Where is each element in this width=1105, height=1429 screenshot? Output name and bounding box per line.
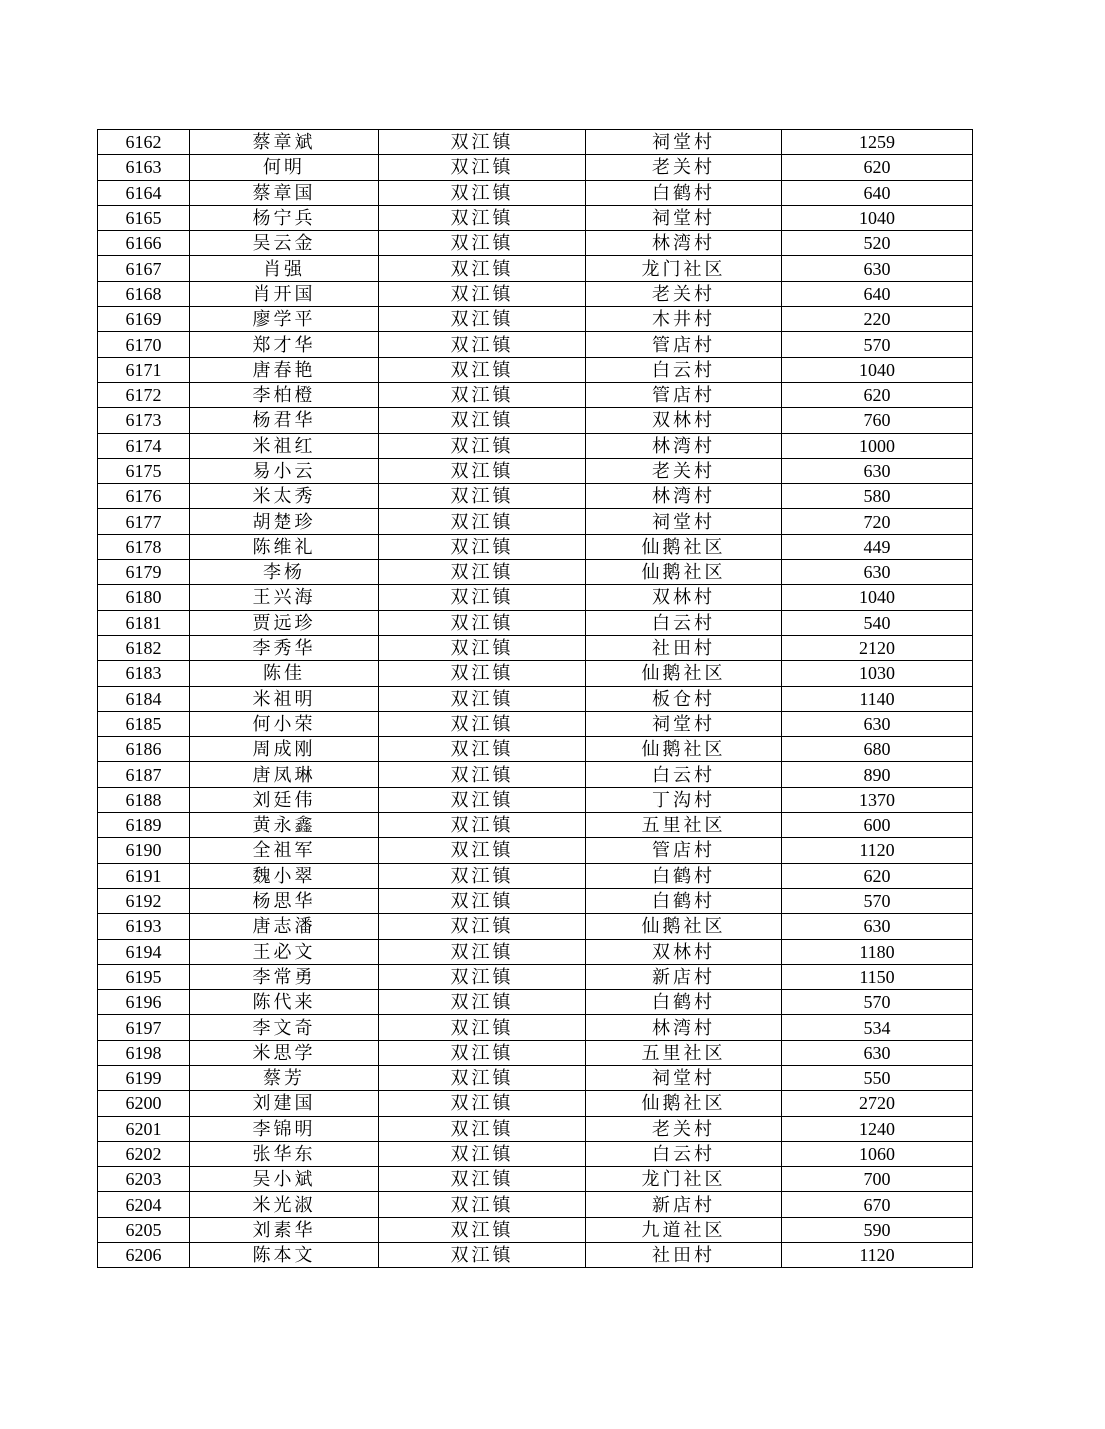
serial-number-cell: 6178 <box>98 534 190 559</box>
town-cell: 双江镇 <box>379 155 586 180</box>
village-cell: 双林村 <box>586 408 782 433</box>
table-row <box>98 838 973 863</box>
table-row <box>98 534 973 559</box>
village-cell: 老关村 <box>586 458 782 483</box>
table-row <box>98 737 973 762</box>
town-cell: 双江镇 <box>379 1116 586 1141</box>
amount-cell: 590 <box>782 1217 973 1242</box>
amount-cell: 550 <box>782 1065 973 1090</box>
amount-cell: 520 <box>782 231 973 256</box>
village-cell: 仙鹅社区 <box>586 534 782 559</box>
town-cell: 双江镇 <box>379 888 586 913</box>
amount-cell: 760 <box>782 408 973 433</box>
town-cell: 双江镇 <box>379 458 586 483</box>
table-row <box>98 332 973 357</box>
amount-cell: 580 <box>782 484 973 509</box>
table-row <box>98 1167 973 1192</box>
amount-cell: 1120 <box>782 1243 973 1268</box>
village-cell: 龙门社区 <box>586 256 782 281</box>
table-row <box>98 1015 973 1040</box>
name-cell: 何明 <box>190 155 379 180</box>
table-row <box>98 1116 973 1141</box>
village-cell: 祠堂村 <box>586 205 782 230</box>
serial-number-cell: 6164 <box>98 180 190 205</box>
name-cell: 郑才华 <box>190 332 379 357</box>
serial-number-cell: 6183 <box>98 661 190 686</box>
name-cell: 李常勇 <box>190 964 379 989</box>
town-cell: 双江镇 <box>379 838 586 863</box>
village-cell: 社田村 <box>586 1243 782 1268</box>
village-cell: 管店村 <box>586 382 782 407</box>
town-cell: 双江镇 <box>379 914 586 939</box>
village-cell: 仙鹅社区 <box>586 661 782 686</box>
village-cell: 五里社区 <box>586 813 782 838</box>
table-row <box>98 357 973 382</box>
table-row <box>98 1217 973 1242</box>
table-row <box>98 1091 973 1116</box>
name-cell: 胡楚珍 <box>190 509 379 534</box>
name-cell: 陈本文 <box>190 1243 379 1268</box>
table-row <box>98 939 973 964</box>
village-cell: 林湾村 <box>586 433 782 458</box>
village-cell: 木井村 <box>586 307 782 332</box>
town-cell: 双江镇 <box>379 939 586 964</box>
town-cell: 双江镇 <box>379 205 586 230</box>
town-cell: 双江镇 <box>379 1167 586 1192</box>
amount-cell: 670 <box>782 1192 973 1217</box>
town-cell: 双江镇 <box>379 1141 586 1166</box>
serial-number-cell: 6166 <box>98 231 190 256</box>
amount-cell: 1370 <box>782 787 973 812</box>
amount-cell: 1030 <box>782 661 973 686</box>
serial-number-cell: 6165 <box>98 205 190 230</box>
amount-cell: 1120 <box>782 838 973 863</box>
amount-cell: 720 <box>782 509 973 534</box>
serial-number-cell: 6193 <box>98 914 190 939</box>
serial-number-cell: 6189 <box>98 813 190 838</box>
amount-cell: 680 <box>782 737 973 762</box>
table-row <box>98 1192 973 1217</box>
serial-number-cell: 6176 <box>98 484 190 509</box>
town-cell: 双江镇 <box>379 762 586 787</box>
amount-cell: 890 <box>782 762 973 787</box>
name-cell: 李文奇 <box>190 1015 379 1040</box>
name-cell: 李杨 <box>190 560 379 585</box>
name-cell: 吴云金 <box>190 231 379 256</box>
serial-number-cell: 6192 <box>98 888 190 913</box>
table-row <box>98 509 973 534</box>
name-cell: 刘素华 <box>190 1217 379 1242</box>
serial-number-cell: 6170 <box>98 332 190 357</box>
serial-number-cell: 6197 <box>98 1015 190 1040</box>
village-cell: 丁沟村 <box>586 787 782 812</box>
name-cell: 陈代来 <box>190 990 379 1015</box>
serial-number-cell: 6184 <box>98 686 190 711</box>
name-cell: 米祖红 <box>190 433 379 458</box>
name-cell: 米祖明 <box>190 686 379 711</box>
serial-number-cell: 6180 <box>98 585 190 610</box>
village-cell: 板仓村 <box>586 686 782 711</box>
table-row <box>98 1243 973 1268</box>
amount-cell: 1240 <box>782 1116 973 1141</box>
amount-cell: 1150 <box>782 964 973 989</box>
table-row <box>98 408 973 433</box>
amount-cell: 1000 <box>782 433 973 458</box>
serial-number-cell: 6175 <box>98 458 190 483</box>
town-cell: 双江镇 <box>379 990 586 1015</box>
table-row <box>98 484 973 509</box>
village-cell: 林湾村 <box>586 484 782 509</box>
table-row <box>98 635 973 660</box>
table-row <box>98 661 973 686</box>
town-cell: 双江镇 <box>379 635 586 660</box>
village-cell: 白云村 <box>586 762 782 787</box>
table-row <box>98 1065 973 1090</box>
table-row <box>98 762 973 787</box>
village-cell: 仙鹅社区 <box>586 914 782 939</box>
town-cell: 双江镇 <box>379 686 586 711</box>
serial-number-cell: 6204 <box>98 1192 190 1217</box>
name-cell: 米思学 <box>190 1040 379 1065</box>
town-cell: 双江镇 <box>379 787 586 812</box>
village-cell: 白鹤村 <box>586 863 782 888</box>
town-cell: 双江镇 <box>379 231 586 256</box>
amount-cell: 1140 <box>782 686 973 711</box>
serial-number-cell: 6196 <box>98 990 190 1015</box>
village-cell: 祠堂村 <box>586 1065 782 1090</box>
amount-cell: 570 <box>782 332 973 357</box>
serial-number-cell: 6194 <box>98 939 190 964</box>
amount-cell: 640 <box>782 180 973 205</box>
town-cell: 双江镇 <box>379 1065 586 1090</box>
town-cell: 双江镇 <box>379 130 586 155</box>
name-cell: 唐凤琳 <box>190 762 379 787</box>
table-row <box>98 155 973 180</box>
town-cell: 双江镇 <box>379 433 586 458</box>
name-cell: 蔡章国 <box>190 180 379 205</box>
village-cell: 龙门社区 <box>586 1167 782 1192</box>
serial-number-cell: 6191 <box>98 863 190 888</box>
name-cell: 李秀华 <box>190 635 379 660</box>
amount-cell: 620 <box>782 382 973 407</box>
amount-cell: 540 <box>782 610 973 635</box>
serial-number-cell: 6168 <box>98 281 190 306</box>
table-row <box>98 130 973 155</box>
serial-number-cell: 6172 <box>98 382 190 407</box>
table-row <box>98 787 973 812</box>
table-row <box>98 231 973 256</box>
town-cell: 双江镇 <box>379 560 586 585</box>
name-cell: 杨思华 <box>190 888 379 913</box>
name-cell: 刘廷伟 <box>190 787 379 812</box>
name-cell: 蔡章斌 <box>190 130 379 155</box>
village-cell: 祠堂村 <box>586 130 782 155</box>
table-row <box>98 256 973 281</box>
name-cell: 易小云 <box>190 458 379 483</box>
village-cell: 五里社区 <box>586 1040 782 1065</box>
name-cell: 蔡芳 <box>190 1065 379 1090</box>
name-cell: 张华东 <box>190 1141 379 1166</box>
serial-number-cell: 6188 <box>98 787 190 812</box>
town-cell: 双江镇 <box>379 281 586 306</box>
table-row <box>98 914 973 939</box>
village-cell: 老关村 <box>586 1116 782 1141</box>
village-cell: 管店村 <box>586 838 782 863</box>
amount-cell: 620 <box>782 155 973 180</box>
amount-cell: 2120 <box>782 635 973 660</box>
table-row <box>98 1141 973 1166</box>
town-cell: 双江镇 <box>379 585 586 610</box>
amount-cell: 570 <box>782 990 973 1015</box>
name-cell: 刘建国 <box>190 1091 379 1116</box>
amount-cell: 600 <box>782 813 973 838</box>
town-cell: 双江镇 <box>379 1091 586 1116</box>
name-cell: 杨君华 <box>190 408 379 433</box>
serial-number-cell: 6190 <box>98 838 190 863</box>
village-cell: 白云村 <box>586 1141 782 1166</box>
table-row <box>98 281 973 306</box>
serial-number-cell: 6185 <box>98 711 190 736</box>
town-cell: 双江镇 <box>379 863 586 888</box>
name-cell: 肖强 <box>190 256 379 281</box>
name-cell: 魏小翠 <box>190 863 379 888</box>
serial-number-cell: 6167 <box>98 256 190 281</box>
village-cell: 社田村 <box>586 635 782 660</box>
amount-cell: 630 <box>782 1040 973 1065</box>
name-cell: 唐志潘 <box>190 914 379 939</box>
table-row <box>98 964 973 989</box>
serial-number-cell: 6174 <box>98 433 190 458</box>
name-cell: 周成刚 <box>190 737 379 762</box>
village-cell: 白云村 <box>586 357 782 382</box>
amount-cell: 1060 <box>782 1141 973 1166</box>
table-body <box>98 130 973 1268</box>
table-row <box>98 307 973 332</box>
town-cell: 双江镇 <box>379 357 586 382</box>
table-row <box>98 1040 973 1065</box>
serial-number-cell: 6169 <box>98 307 190 332</box>
amount-cell: 534 <box>782 1015 973 1040</box>
serial-number-cell: 6173 <box>98 408 190 433</box>
town-cell: 双江镇 <box>379 711 586 736</box>
name-cell: 贾远珍 <box>190 610 379 635</box>
town-cell: 双江镇 <box>379 737 586 762</box>
table-row <box>98 382 973 407</box>
amount-cell: 1040 <box>782 585 973 610</box>
name-cell: 唐春艳 <box>190 357 379 382</box>
name-cell: 米太秀 <box>190 484 379 509</box>
serial-number-cell: 6203 <box>98 1167 190 1192</box>
table-row <box>98 433 973 458</box>
name-cell: 米光淑 <box>190 1192 379 1217</box>
town-cell: 双江镇 <box>379 813 586 838</box>
table-row <box>98 205 973 230</box>
name-cell: 全祖军 <box>190 838 379 863</box>
name-cell: 肖开国 <box>190 281 379 306</box>
serial-number-cell: 6198 <box>98 1040 190 1065</box>
village-cell: 新店村 <box>586 1192 782 1217</box>
amount-cell: 449 <box>782 534 973 559</box>
town-cell: 双江镇 <box>379 1015 586 1040</box>
town-cell: 双江镇 <box>379 1192 586 1217</box>
serial-number-cell: 6186 <box>98 737 190 762</box>
name-cell: 王必文 <box>190 939 379 964</box>
village-cell: 林湾村 <box>586 231 782 256</box>
amount-cell: 1259 <box>782 130 973 155</box>
amount-cell: 630 <box>782 256 973 281</box>
data-table <box>97 129 973 1268</box>
village-cell: 仙鹅社区 <box>586 1091 782 1116</box>
amount-cell: 630 <box>782 914 973 939</box>
village-cell: 新店村 <box>586 964 782 989</box>
name-cell: 何小荣 <box>190 711 379 736</box>
village-cell: 双林村 <box>586 939 782 964</box>
village-cell: 老关村 <box>586 155 782 180</box>
village-cell: 仙鹅社区 <box>586 737 782 762</box>
amount-cell: 1180 <box>782 939 973 964</box>
town-cell: 双江镇 <box>379 332 586 357</box>
table-row <box>98 863 973 888</box>
town-cell: 双江镇 <box>379 180 586 205</box>
town-cell: 双江镇 <box>379 1040 586 1065</box>
serial-number-cell: 6200 <box>98 1091 190 1116</box>
town-cell: 双江镇 <box>379 1217 586 1242</box>
town-cell: 双江镇 <box>379 484 586 509</box>
table-row <box>98 585 973 610</box>
village-cell: 白鹤村 <box>586 888 782 913</box>
table-row <box>98 610 973 635</box>
serial-number-cell: 6171 <box>98 357 190 382</box>
village-cell: 林湾村 <box>586 1015 782 1040</box>
amount-cell: 1040 <box>782 205 973 230</box>
amount-cell: 640 <box>782 281 973 306</box>
town-cell: 双江镇 <box>379 610 586 635</box>
town-cell: 双江镇 <box>379 307 586 332</box>
amount-cell: 570 <box>782 888 973 913</box>
serial-number-cell: 6179 <box>98 560 190 585</box>
town-cell: 双江镇 <box>379 509 586 534</box>
amount-cell: 2720 <box>782 1091 973 1116</box>
name-cell: 王兴海 <box>190 585 379 610</box>
town-cell: 双江镇 <box>379 661 586 686</box>
village-cell: 九道社区 <box>586 1217 782 1242</box>
amount-cell: 620 <box>782 863 973 888</box>
village-cell: 仙鹅社区 <box>586 560 782 585</box>
amount-cell: 630 <box>782 458 973 483</box>
town-cell: 双江镇 <box>379 382 586 407</box>
serial-number-cell: 6199 <box>98 1065 190 1090</box>
serial-number-cell: 6195 <box>98 964 190 989</box>
serial-number-cell: 6181 <box>98 610 190 635</box>
amount-cell: 630 <box>782 711 973 736</box>
village-cell: 双林村 <box>586 585 782 610</box>
serial-number-cell: 6163 <box>98 155 190 180</box>
name-cell: 李柏橙 <box>190 382 379 407</box>
village-cell: 祠堂村 <box>586 711 782 736</box>
village-cell: 白鹤村 <box>586 180 782 205</box>
village-cell: 老关村 <box>586 281 782 306</box>
serial-number-cell: 6187 <box>98 762 190 787</box>
name-cell: 黄永鑫 <box>190 813 379 838</box>
town-cell: 双江镇 <box>379 256 586 281</box>
village-cell: 白云村 <box>586 610 782 635</box>
amount-cell: 630 <box>782 560 973 585</box>
serial-number-cell: 6202 <box>98 1141 190 1166</box>
village-cell: 祠堂村 <box>586 509 782 534</box>
table-row <box>98 990 973 1015</box>
table-row <box>98 888 973 913</box>
table-row <box>98 458 973 483</box>
amount-cell: 220 <box>782 307 973 332</box>
name-cell: 李锦明 <box>190 1116 379 1141</box>
amount-cell: 700 <box>782 1167 973 1192</box>
name-cell: 杨宁兵 <box>190 205 379 230</box>
serial-number-cell: 6206 <box>98 1243 190 1268</box>
amount-cell: 1040 <box>782 357 973 382</box>
serial-number-cell: 6182 <box>98 635 190 660</box>
name-cell: 吴小斌 <box>190 1167 379 1192</box>
town-cell: 双江镇 <box>379 408 586 433</box>
town-cell: 双江镇 <box>379 964 586 989</box>
name-cell: 廖学平 <box>190 307 379 332</box>
serial-number-cell: 6201 <box>98 1116 190 1141</box>
town-cell: 双江镇 <box>379 1243 586 1268</box>
serial-number-cell: 6177 <box>98 509 190 534</box>
name-cell: 陈佳 <box>190 661 379 686</box>
table-row <box>98 686 973 711</box>
serial-number-cell: 6205 <box>98 1217 190 1242</box>
table-row <box>98 560 973 585</box>
table-row <box>98 180 973 205</box>
serial-number-cell: 6162 <box>98 130 190 155</box>
table-row <box>98 813 973 838</box>
table-row <box>98 711 973 736</box>
village-cell: 白鹤村 <box>586 990 782 1015</box>
town-cell: 双江镇 <box>379 534 586 559</box>
village-cell: 管店村 <box>586 332 782 357</box>
name-cell: 陈维礼 <box>190 534 379 559</box>
